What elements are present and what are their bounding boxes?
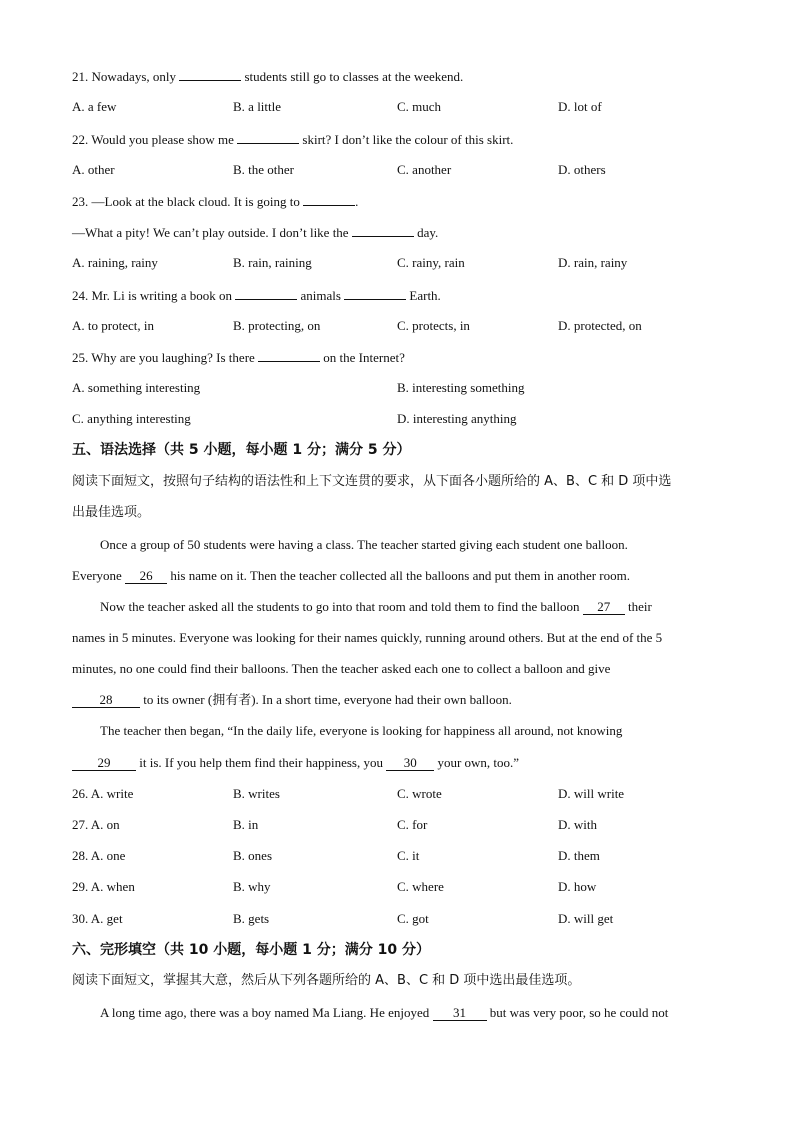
option-28-d[interactable]: D. them [558,848,600,863]
blank-27[interactable]: 27 [583,600,625,615]
answer-blank[interactable] [235,287,297,300]
section-5-instructions-cont: 出最佳选项。 [72,505,151,520]
option-26-a[interactable]: 26. A. write [72,786,134,801]
option-26-b[interactable]: B. writes [233,786,280,801]
option-a[interactable]: A. something interesting [72,380,201,395]
option-b[interactable]: B. protecting, on [233,318,321,333]
option-d[interactable]: D. protected, on [558,318,642,333]
option-c[interactable]: C. rainy, rain [397,255,465,270]
option-b[interactable]: B. a little [233,99,282,114]
option-c[interactable]: C. another [397,162,452,177]
question-number: 21. [72,69,89,84]
option-30-c[interactable]: C. got [397,911,429,926]
section-6-instructions: 阅读下面短文，掌握其大意，然后从下列各题所给的 A、B、C 和 D 项中选出最佳选项。 [72,973,581,988]
passage-line [100,1005,750,1021]
option-27-b[interactable]: B. in [233,817,259,832]
blank-31[interactable]: 31 [433,1006,487,1021]
option-a[interactable]: A. to protect, in [72,318,154,333]
question-text: Nowadays, only [91,69,176,84]
option-d[interactable]: D. lot of [558,99,602,114]
option-26-c[interactable]: C. wrote [397,786,442,801]
passage-line: The teacher then began, “In the daily life, everyone is looking for happiness all around, not knowing [100,723,623,738]
option-30-d[interactable]: D. will get [558,911,614,926]
option-28-a[interactable]: 28. A. one [72,848,126,863]
question-21 [72,68,463,85]
question-25 [72,349,405,366]
question-number: 22. [72,132,89,147]
question-text: 23. —Look at the black cloud. It is going to [72,194,300,209]
question-text: —What a pity! We can’t play outside. I don’t like the [72,225,349,240]
section-6-heading: 六、完形填空（共 10 小题，每小题 1 分；满分 10 分） [72,942,430,958]
option-d[interactable]: D. interesting anything [397,411,517,426]
question-text: 24. Mr. Li is writing a book on [72,288,232,303]
question-23-line2 [72,224,438,241]
passage-line [72,568,722,584]
option-d[interactable]: D. rain, rainy [558,255,628,270]
blank-29[interactable]: 29 [72,756,136,771]
option-29-d[interactable]: D. how [558,879,597,894]
passage-text: A long time ago, there was a boy named Ma Liang. He enjoyed [100,1005,430,1020]
question-text: Would you please show me [91,132,234,147]
question-text: animals [300,288,341,303]
question-text: students still go to classes at the weekend. [244,69,464,84]
answer-blank[interactable] [344,287,406,300]
option-c[interactable]: C. anything interesting [72,411,191,426]
option-29-a[interactable]: 29. A. when [72,879,135,894]
option-d[interactable]: D. others [558,162,606,177]
option-29-b[interactable]: B. why [233,879,271,894]
option-c[interactable]: C. protects, in [397,318,470,333]
option-27-c[interactable]: C. for [397,817,428,832]
question-text: 25. Why are you laughing? Is there [72,350,255,365]
question-text: on the Internet? [323,350,405,365]
passage-line [100,599,750,615]
question-text: skirt? I don’t like the colour of this skirt. [302,132,514,147]
option-b[interactable]: B. interesting something [397,380,525,395]
option-29-c[interactable]: C. where [397,879,444,894]
blank-28[interactable]: 28 [72,693,140,708]
answer-blank[interactable] [258,349,320,362]
option-28-c[interactable]: C. it [397,848,420,863]
option-27-d[interactable]: D. with [558,817,597,832]
option-a[interactable]: A. other [72,162,115,177]
option-b[interactable]: B. rain, raining [233,255,312,270]
passage-text: Now the teacher asked all the students to go into that room and told them to find the balloon [100,599,580,614]
passage-text: but was very poor, so he could not [489,1005,669,1020]
question-24 [72,287,441,304]
passage-line: names in 5 minutes. Everyone was looking for their names quickly, running around others. But at the end of the 5 [72,630,663,645]
question-23-line1 [72,193,358,210]
answer-blank[interactable] [303,193,355,206]
option-c[interactable]: C. much [397,99,442,114]
blank-26[interactable]: 26 [125,569,167,584]
passage-text: his name on it. Then the teacher collected all the balloons and put them in another room. [170,568,630,583]
question-text: . [355,194,359,209]
passage-line: Once a group of 50 students were having a class. The teacher started giving each student one balloon. [100,537,628,552]
option-26-d[interactable]: D. will write [558,786,625,801]
answer-blank[interactable] [179,68,241,81]
answer-blank[interactable] [352,224,414,237]
option-b[interactable]: B. the other [233,162,295,177]
passage-line: minutes, no one could find their balloons. Then the teacher asked each one to collect a balloon and give [72,661,611,676]
option-27-a[interactable]: 27. A. on [72,817,120,832]
passage-line [72,755,722,771]
question-text: Earth. [409,288,441,303]
question-text: day. [417,225,439,240]
question-22 [72,131,513,148]
passage-text: your own, too.” [437,755,520,770]
section-5-instructions: 阅读下面短文，按照句子结构的语法性和上下文连贯的要求，从下面各小题所给的 A、B、C 和 D 项中选 [72,474,672,489]
option-a[interactable]: A. raining, rainy [72,255,158,270]
option-30-a[interactable]: 30. A. get [72,911,123,926]
passage-text: it is. If you help them find their happiness, you [139,755,383,770]
passage-text: to its owner (拥有者). In a short time, everyone had their own balloon. [143,692,512,707]
answer-blank[interactable] [237,131,299,144]
option-28-b[interactable]: B. ones [233,848,272,863]
blank-30[interactable]: 30 [386,756,434,771]
option-30-b[interactable]: B. gets [233,911,270,926]
passage-text: their [627,599,652,614]
option-a[interactable]: A. a few [72,99,117,114]
passage-text: Everyone [72,568,122,583]
section-5-heading: 五、语法选择（共 5 小题，每小题 1 分；满分 5 分） [72,442,411,458]
passage-line [72,692,722,708]
